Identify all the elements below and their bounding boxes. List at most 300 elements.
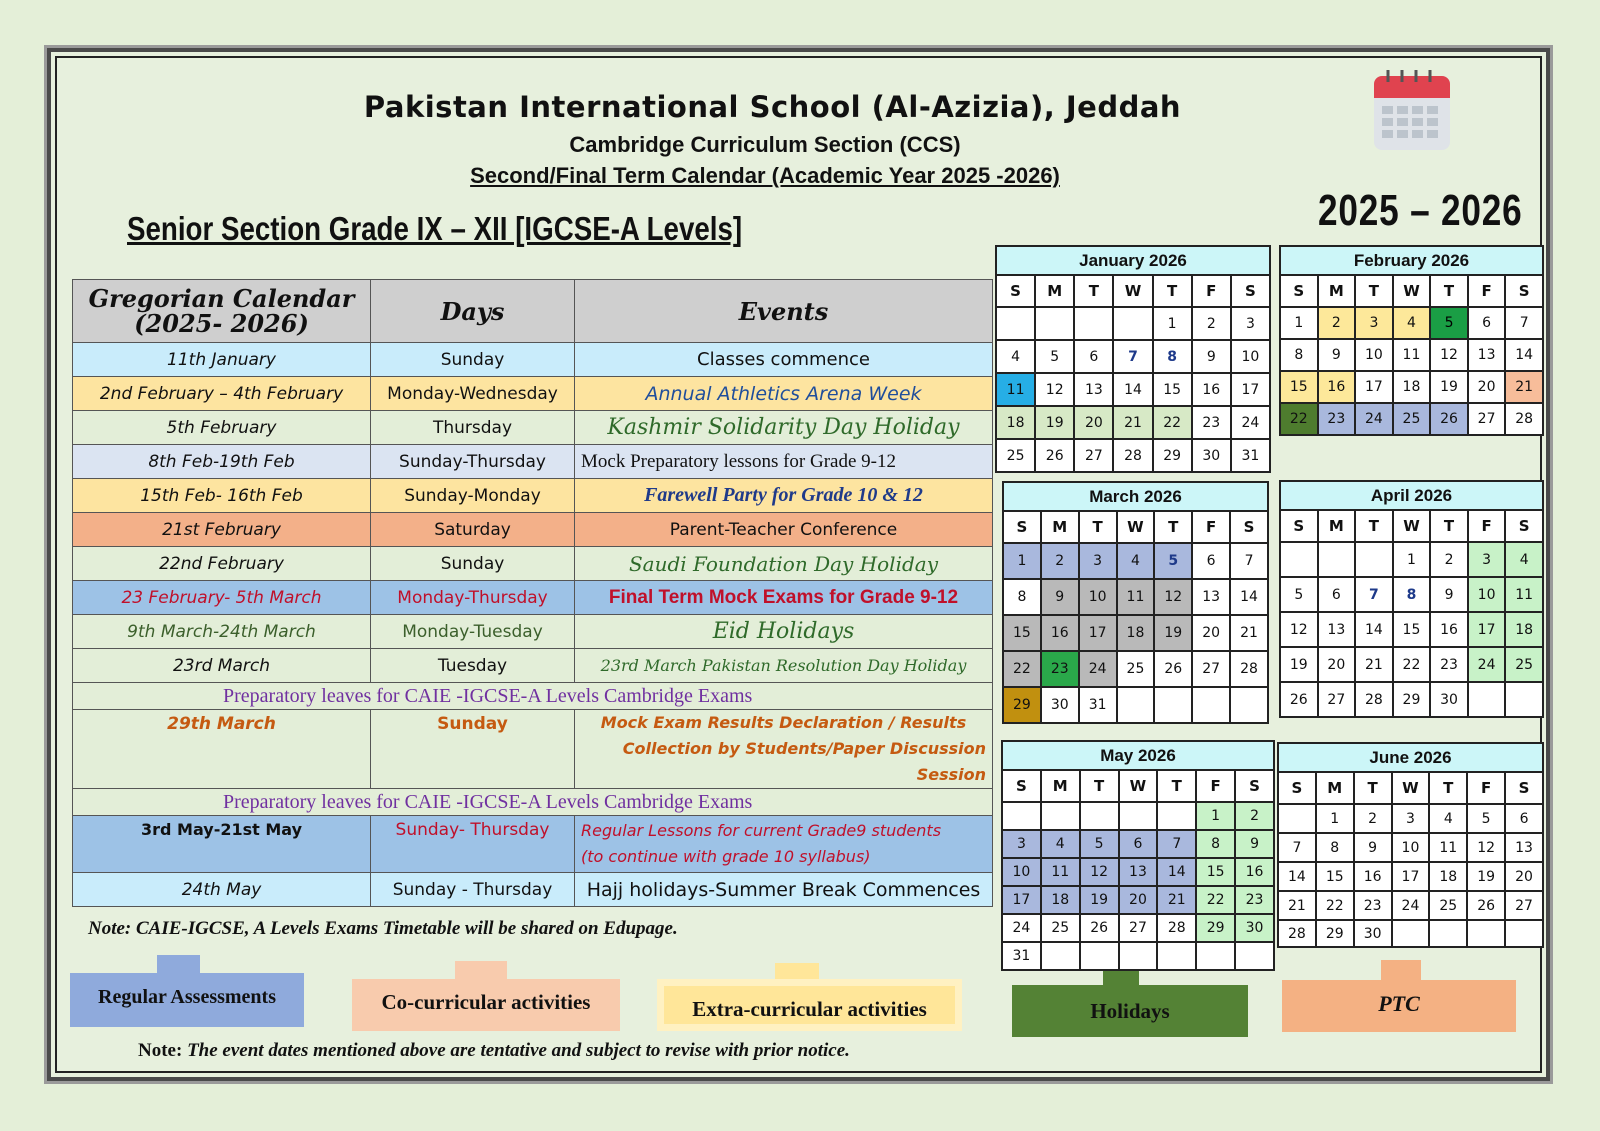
calendar-day: 17	[1231, 373, 1270, 406]
calendar-week	[1003, 651, 1268, 687]
calendar-week	[1280, 612, 1543, 647]
weekday-label: T	[1355, 510, 1393, 542]
events-table	[72, 279, 993, 907]
calendar-day: 28	[1355, 682, 1393, 717]
calendar-week	[1280, 542, 1543, 577]
calendar-day: 12	[1154, 579, 1192, 615]
row-date: 23rd March	[73, 649, 371, 683]
table-header	[73, 280, 993, 343]
calendar-day: 3	[1392, 804, 1430, 833]
table-row	[73, 649, 993, 683]
weekday-label: F	[1468, 275, 1506, 307]
calendar-day: 10	[1231, 340, 1270, 373]
calendar-day: 9	[1354, 833, 1392, 862]
calendar-day	[1035, 307, 1074, 340]
row-day: Thursday	[371, 411, 575, 445]
calendar-day: 12	[1280, 612, 1318, 647]
note-label: Note:	[138, 1040, 183, 1061]
calendar-day: 19	[1080, 886, 1119, 914]
row-day: Monday-Thursday	[371, 581, 575, 615]
weekday-label: S	[1505, 510, 1543, 542]
calendar-month-title: May 2026	[1002, 741, 1274, 770]
calendar-day	[1429, 920, 1467, 947]
calendar-day	[1117, 687, 1155, 723]
weekday-label: T	[1157, 770, 1196, 802]
calendar-day: 25	[1429, 891, 1467, 920]
row-date: 8th Feb-19th Feb	[73, 445, 371, 479]
table-row	[73, 547, 993, 581]
calendar-day: 19	[1467, 862, 1505, 891]
calendar-day: 11	[1117, 579, 1155, 615]
calendar-day: 9	[1318, 339, 1356, 371]
calendar-day: 28	[1505, 403, 1543, 435]
calendar-day: 22	[1196, 886, 1235, 914]
row-event: Mock Preparatory lessons for Grade 9-12	[575, 445, 993, 479]
row-day: Sunday-Monday	[371, 479, 575, 513]
table-row	[73, 411, 993, 445]
row-day: Tuesday	[371, 649, 575, 683]
calendar-day: 6	[1505, 804, 1543, 833]
calendar-day: 18	[1505, 612, 1543, 647]
calendar-day: 14	[1113, 373, 1152, 406]
calendar-day: 7	[1230, 543, 1268, 579]
calendar-day	[1355, 542, 1393, 577]
calendar-day: 29	[1003, 687, 1041, 723]
calendar-day	[1505, 920, 1543, 947]
calendar-day	[1318, 542, 1356, 577]
calendar-week	[1003, 687, 1268, 723]
calendar-day: 15	[1280, 371, 1318, 403]
weekday-label: S	[996, 275, 1035, 307]
calendar-day: 30	[1235, 914, 1274, 942]
table-row	[73, 683, 993, 710]
calendar-may	[1001, 740, 1275, 971]
calendar-day: 11	[996, 373, 1035, 406]
row-date: 15th Feb- 16th Feb	[73, 479, 371, 513]
calendar-day: 23	[1041, 651, 1079, 687]
calendar-day: 2	[1041, 543, 1079, 579]
calendar-day: 2	[1354, 804, 1392, 833]
calendar-day: 2	[1235, 802, 1274, 830]
calendar-day: 24	[1079, 651, 1117, 687]
calendar-day	[1041, 802, 1080, 830]
calendar-day: 12	[1430, 339, 1468, 371]
calendar-day: 6	[1192, 543, 1230, 579]
calendar-day: 2	[1318, 307, 1356, 339]
weekday-label: T	[1430, 510, 1468, 542]
calendar-day: 5	[1035, 340, 1074, 373]
calendar-week	[996, 406, 1270, 439]
weekday-label: S	[1505, 772, 1543, 804]
calendar-week	[1002, 858, 1274, 886]
calendar-day: 18	[1429, 862, 1467, 891]
calendar-day: 24	[1355, 403, 1393, 435]
calendar-day: 27	[1074, 439, 1113, 472]
calendar-day: 18	[1117, 615, 1155, 651]
row-day: Sunday- Thursday	[371, 816, 575, 873]
calendar-day: 4	[1505, 542, 1543, 577]
calendar-day: 3	[1355, 307, 1393, 339]
weekday-label: W	[1392, 772, 1430, 804]
row-event: Farewell Party for Grade 10 & 12	[575, 479, 993, 513]
row-date: 23 February- 5th March	[73, 581, 371, 615]
calendar-week	[1278, 833, 1543, 862]
weekday-label: T	[1355, 275, 1393, 307]
calendar-day: 28	[1278, 920, 1316, 947]
calendar-month-title: January 2026	[996, 246, 1270, 275]
calendar-day: 26	[1430, 403, 1468, 435]
row-day: Sunday - Thursday	[371, 873, 575, 907]
calendar-week	[1002, 886, 1274, 914]
calendar-day: 1	[1196, 802, 1235, 830]
calendar-day: 15	[1153, 373, 1192, 406]
calendar-day	[1041, 942, 1080, 970]
calendar-day: 13	[1119, 858, 1158, 886]
calendar-day: 28	[1157, 914, 1196, 942]
row-date: 22nd February	[73, 547, 371, 581]
calendar-day: 27	[1192, 651, 1230, 687]
calendar-day: 23	[1354, 891, 1392, 920]
calendar-day: 31	[1079, 687, 1117, 723]
calendar-day: 16	[1430, 612, 1468, 647]
calendar-day: 29	[1196, 914, 1235, 942]
weekday-label: M	[1041, 770, 1080, 802]
calendar-month-title: February 2026	[1280, 246, 1543, 275]
calendar-day: 13	[1192, 579, 1230, 615]
edupage-note: Note: CAIE-IGCSE, A Levels Exams Timetable will be shared on Edupage.	[88, 918, 678, 939]
calendar-day	[1468, 682, 1506, 717]
weekday-label: T	[1354, 772, 1392, 804]
calendar-day: 3	[1468, 542, 1506, 577]
prep-leave-row: Preparatory leaves for CAIE -IGCSE-A Levels Cambridge Exams	[73, 683, 993, 710]
weekday-label: S	[1231, 275, 1270, 307]
weekday-label: S	[1230, 511, 1268, 543]
calendar-day: 17	[1355, 371, 1393, 403]
calendar-day: 30	[1192, 439, 1231, 472]
table-row	[73, 873, 993, 907]
calendar-day: 5	[1280, 577, 1318, 612]
calendar-week	[1002, 914, 1274, 942]
calendar-week	[1002, 942, 1274, 970]
calendar-day: 15	[1316, 862, 1354, 891]
row-event: Saudi Foundation Day Holiday	[575, 547, 993, 581]
weekday-label: S	[1278, 772, 1316, 804]
calendar-day: 25	[1117, 651, 1155, 687]
calendar-day: 16	[1192, 373, 1231, 406]
calendar-march	[1002, 481, 1269, 724]
calendar-day: 22	[1316, 891, 1354, 920]
calendar-day: 14	[1230, 579, 1268, 615]
calendar-day: 8	[1196, 830, 1235, 858]
calendar-day: 20	[1468, 371, 1506, 403]
calendar-day: 1	[1393, 542, 1431, 577]
calendar-day: 19	[1280, 647, 1318, 682]
calendar-day: 2	[1430, 542, 1468, 577]
calendar-day: 6	[1318, 577, 1356, 612]
calendar-day: 26	[1280, 682, 1318, 717]
calendar-day	[1154, 687, 1192, 723]
weekday-label: T	[1430, 275, 1468, 307]
calendar-week	[1278, 920, 1543, 947]
weekday-label: F	[1196, 770, 1235, 802]
calendar-day: 9	[1192, 340, 1231, 373]
calendar-day: 6	[1468, 307, 1506, 339]
calendar-day: 10	[1468, 577, 1506, 612]
row-event: Parent-Teacher Conference	[575, 513, 993, 547]
row-event: Eid Holidays	[575, 615, 993, 649]
calendar-day: 15	[1196, 858, 1235, 886]
calendar-day: 25	[1393, 403, 1431, 435]
calendar-day: 11	[1393, 339, 1431, 371]
calendar-day: 11	[1505, 577, 1543, 612]
row-date: 2nd February – 4th February	[73, 377, 371, 411]
calendar-day	[1113, 307, 1152, 340]
note-text: The event dates mentioned above are tentative and subject to revise with prior notice.	[187, 1040, 850, 1061]
calendar-day: 4	[1429, 804, 1467, 833]
calendar-day: 6	[1074, 340, 1113, 373]
row-day: Monday-Wednesday	[371, 377, 575, 411]
calendar-april	[1279, 480, 1544, 718]
calendar-week	[1278, 804, 1543, 833]
row-date: 5th February	[73, 411, 371, 445]
calendar-day: 20	[1074, 406, 1113, 439]
weekday-label: T	[1079, 511, 1117, 543]
calendar-day: 14	[1355, 612, 1393, 647]
calendar-day: 19	[1154, 615, 1192, 651]
calendar-day: 24	[1392, 891, 1430, 920]
calendar-day: 21	[1230, 615, 1268, 651]
calendar-day: 16	[1354, 862, 1392, 891]
calendar-day	[1192, 687, 1230, 723]
prep-leave-row: Preparatory leaves for CAIE -IGCSE-A Levels Cambridge Exams	[73, 789, 993, 816]
weekday-label: W	[1119, 770, 1158, 802]
calendar-week	[1003, 543, 1268, 579]
calendar-day: 26	[1035, 439, 1074, 472]
calendar-day: 17	[1468, 612, 1506, 647]
calendar-week	[996, 373, 1270, 406]
calendar-day: 13	[1318, 612, 1356, 647]
calendar-day: 21	[1355, 647, 1393, 682]
calendar-day: 7	[1157, 830, 1196, 858]
calendar-day: 10	[1079, 579, 1117, 615]
weekday-label: M	[1316, 772, 1354, 804]
calendar-day: 21	[1505, 371, 1543, 403]
calendar-day: 14	[1278, 862, 1316, 891]
calendar-day: 25	[1041, 914, 1080, 942]
calendar-day: 10	[1392, 833, 1430, 862]
calendar-day: 16	[1235, 858, 1274, 886]
calendar-day	[996, 307, 1035, 340]
calendar-month-title: March 2026	[1003, 482, 1268, 511]
weekday-label: S	[1505, 275, 1543, 307]
legend-holidays: Holidays	[1012, 985, 1248, 1037]
calendar-day: 12	[1080, 858, 1119, 886]
calendar-day: 9	[1041, 579, 1079, 615]
weekday-label: F	[1468, 510, 1506, 542]
calendar-day: 20	[1192, 615, 1230, 651]
calendar-day	[1157, 942, 1196, 970]
calendar-day: 23	[1318, 403, 1356, 435]
table-row	[73, 816, 993, 873]
row-event: Classes commence	[575, 343, 993, 377]
calendar-day: 28	[1230, 651, 1268, 687]
calendar-month-title: April 2026	[1280, 481, 1543, 510]
calendar-day: 24	[1468, 647, 1506, 682]
calendar-day: 25	[1505, 647, 1543, 682]
calendar-day	[1278, 804, 1316, 833]
calendar-day: 8	[1003, 579, 1041, 615]
calendar-week	[1280, 403, 1543, 435]
legend-regular: Regular Assessments	[70, 973, 304, 1027]
calendar-day: 24	[1002, 914, 1041, 942]
calendar-week	[1280, 577, 1543, 612]
calendar-day: 16	[1318, 371, 1356, 403]
row-event: Kashmir Solidarity Day Holiday	[575, 411, 993, 445]
calendar-day: 14	[1505, 339, 1543, 371]
table-row	[73, 615, 993, 649]
calendar-day: 18	[1041, 886, 1080, 914]
calendar-day: 10	[1002, 858, 1041, 886]
calendar-day: 17	[1079, 615, 1117, 651]
weekday-label: T	[1154, 511, 1192, 543]
calendar-day: 28	[1113, 439, 1152, 472]
calendar-day: 13	[1074, 373, 1113, 406]
calendar-day: 7	[1355, 577, 1393, 612]
legend-extracurricular: Extra-curricular activities	[657, 979, 962, 1031]
table-row	[73, 377, 993, 411]
calendar-day: 29	[1153, 439, 1192, 472]
calendar-week	[996, 439, 1270, 472]
calendar-day: 27	[1468, 403, 1506, 435]
calendar-day: 18	[1393, 371, 1431, 403]
calendar-day: 27	[1119, 914, 1158, 942]
calendar-week	[1280, 647, 1543, 682]
row-event: Hajj holidays-Summer Break Commences	[575, 873, 993, 907]
calendar-january	[995, 245, 1271, 473]
calendar-day: 12	[1035, 373, 1074, 406]
weekday-label: W	[1117, 511, 1155, 543]
row-event: 23rd March Pakistan Resolution Day Holiday	[575, 649, 993, 683]
calendar-june	[1277, 742, 1544, 948]
calendar-day	[1157, 802, 1196, 830]
calendar-day: 26	[1467, 891, 1505, 920]
calendar-month-title: June 2026	[1278, 743, 1543, 772]
term-title: Second/Final Term Calendar (Academic Year 2025 -2026)	[470, 163, 1060, 188]
calendar-day: 8	[1393, 577, 1431, 612]
weekday-label: M	[1318, 275, 1356, 307]
row-day: Saturday	[371, 513, 575, 547]
calendar-day: 29	[1316, 920, 1354, 947]
calendar-day: 22	[1003, 651, 1041, 687]
calendar-week	[1003, 615, 1268, 651]
row-date: 11th January	[73, 343, 371, 377]
calendar-day: 13	[1505, 833, 1543, 862]
table-row	[73, 710, 993, 789]
calendar-week	[1003, 579, 1268, 615]
calendar-day: 22	[1280, 403, 1318, 435]
calendar-day: 21	[1113, 406, 1152, 439]
calendar-day: 3	[1002, 830, 1041, 858]
calendar-day: 31	[1231, 439, 1270, 472]
calendar-day: 30	[1041, 687, 1079, 723]
calendar-day: 1	[1003, 543, 1041, 579]
weekday-label: M	[1041, 511, 1079, 543]
calendar-day: 26	[1154, 651, 1192, 687]
calendar-day: 29	[1393, 682, 1431, 717]
calendar-day	[1196, 942, 1235, 970]
row-event-line2: Collection by Students/Paper Discussion Session	[622, 739, 986, 784]
tentative-note	[138, 1040, 850, 1062]
calendar-day	[1074, 307, 1113, 340]
row-day: Sunday	[371, 710, 575, 789]
calendar-day	[1230, 687, 1268, 723]
calendar-week	[1002, 830, 1274, 858]
school-name: Pakistan International School (Al-Azizia), Jeddah	[363, 90, 1182, 124]
calendar-day: 4	[1041, 830, 1080, 858]
calendar-day: 18	[996, 406, 1035, 439]
row-day: Sunday	[371, 547, 575, 581]
calendar-day: 20	[1119, 886, 1158, 914]
weekday-label: S	[1002, 770, 1041, 802]
calendar-day: 3	[1079, 543, 1117, 579]
calendar-day: 30	[1430, 682, 1468, 717]
calendar-day: 21	[1157, 886, 1196, 914]
calendar-week	[1280, 371, 1543, 403]
calendar-day: 4	[1393, 307, 1431, 339]
weekday-label: S	[1003, 511, 1041, 543]
weekday-label: F	[1192, 511, 1230, 543]
calendar-day	[1080, 802, 1119, 830]
calendar-day: 8	[1280, 339, 1318, 371]
calendar-week	[1280, 307, 1543, 339]
calendar-week	[1278, 862, 1543, 891]
year-title: 2025 – 2026	[1318, 186, 1523, 235]
calendar-day: 23	[1235, 886, 1274, 914]
calendar-day: 8	[1153, 340, 1192, 373]
weekday-label: W	[1393, 510, 1431, 542]
calendar-day: 26	[1080, 914, 1119, 942]
calendar-week	[1278, 891, 1543, 920]
calendar-day: 5	[1467, 804, 1505, 833]
calendar-day: 10	[1355, 339, 1393, 371]
calendar-day: 14	[1157, 858, 1196, 886]
table-row	[73, 513, 993, 547]
row-event-line1: Regular Lessons for current Grade9 students	[581, 821, 942, 840]
calendar-day: 15	[1003, 615, 1041, 651]
header-date: Gregorian Calendar (2025- 2026)	[73, 280, 371, 343]
calendar-day: 20	[1505, 862, 1543, 891]
legend-tab	[775, 963, 819, 979]
calendar-day: 5	[1430, 307, 1468, 339]
calendar-day: 20	[1318, 647, 1356, 682]
legend-tab	[455, 961, 507, 979]
calendar-day: 2	[1192, 307, 1231, 340]
row-date: 24th May	[73, 873, 371, 907]
table-row	[73, 343, 993, 377]
calendar-day: 7	[1278, 833, 1316, 862]
calendar-day: 9	[1430, 577, 1468, 612]
calendar-day: 1	[1316, 804, 1354, 833]
row-day: Monday-Tuesday	[371, 615, 575, 649]
calendar-day	[1467, 920, 1505, 947]
header-day: Days	[371, 280, 575, 343]
calendar-day: 12	[1467, 833, 1505, 862]
calendar-day: 6	[1119, 830, 1158, 858]
calendar-day: 19	[1430, 371, 1468, 403]
row-event	[575, 816, 993, 873]
calendar-day: 7	[1505, 307, 1543, 339]
legend-ptc: PTC	[1282, 980, 1516, 1032]
